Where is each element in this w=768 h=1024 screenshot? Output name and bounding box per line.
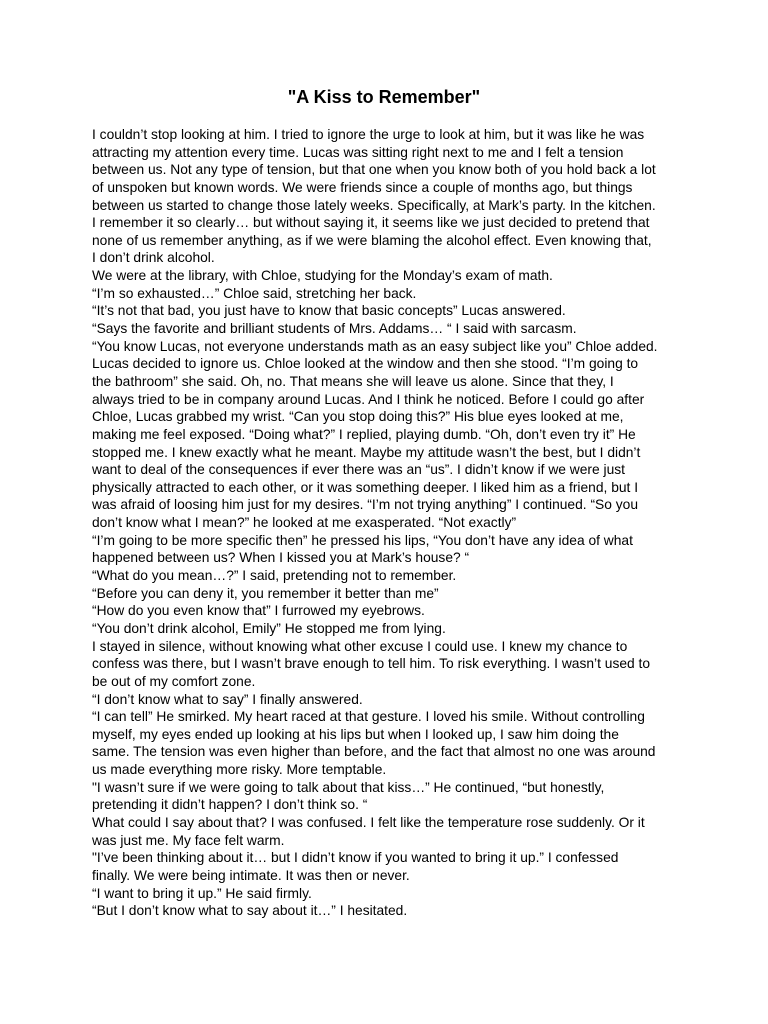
- text-line: “Says the favorite and brilliant students of Mrs. Addams… “ I said with sarcasm.: [92, 321, 577, 337]
- text-line: We were at the library, with Chloe, studying for the Monday’s exam of math.: [92, 268, 553, 284]
- text-line: attracting my attention every time. Lucas was sitting right next to me and I felt a tension: [92, 144, 624, 160]
- text-line: between us started to change those lately weeks. Specifically, at Mark’s party. In the kitchen.: [92, 197, 656, 213]
- text-line: "I’ve been thinking about it… but I didn’t know if you wanted to bring it up.” I confessed: [92, 850, 619, 866]
- text-line: "I wasn’t sure if we were going to talk about that kiss…” He continued, “but honestly,: [92, 779, 605, 795]
- text-line: be out of my comfort zone.: [92, 673, 256, 689]
- text-line: myself, my eyes ended up looking at his lips but when I looked up, I saw him doing the: [92, 726, 619, 742]
- text-line: pretending it didn’t happen? I don’t think so. “: [92, 797, 368, 813]
- text-line: Chloe, Lucas grabbed my wrist. “Can you stop doing this?” His blue eyes looked at me,: [92, 409, 624, 425]
- text-line: I remember it so clearly… but without saying it, it seems like we just decided to pretend that: [92, 215, 650, 231]
- text-line: I couldn’t stop looking at him. I tried to ignore the urge to look at him, but it was like he was: [92, 127, 645, 142]
- text-line: physically attracted to each other, or it was something deeper. I liked him as a friend, but I: [92, 479, 639, 495]
- text-line: “I’m going to be more specific then” he pressed his lips, “You don’t have any idea of what: [92, 532, 633, 548]
- text-line: Lucas decided to ignore us. Chloe looked at the window and then she stood. “I’m going to: [92, 356, 639, 372]
- text-line: I stayed in silence, without knowing what other excuse I could use. I knew my chance to: [92, 638, 628, 654]
- text-line: “I want to bring it up.” He said firmly.: [92, 885, 312, 901]
- text-line: was just me. My face felt warm.: [92, 832, 285, 848]
- text-line: stopped me. I knew exactly what he meant. Maybe my attitude wasn’t the best, but I didn’t: [92, 444, 641, 460]
- text-line: finally. We were being intimate. It was then or never.: [92, 867, 410, 883]
- text-line: “You don’t drink alcohol, Emily” He stopped me from lying.: [92, 620, 446, 636]
- text-line: was afraid of loosing him just for my desires. “I’m not trying anything” I continued. “So you: [92, 497, 638, 513]
- text-line: of unspoken but known words. We were friends since a couple of months ago, but things: [92, 179, 633, 195]
- text-line: “Before you can deny it, you remember it better than me”: [92, 585, 439, 601]
- text-line: I don’t drink alcohol.: [92, 250, 215, 266]
- text-line: always tried to be in company around Lucas. And I think he noticed. Before I could go after: [92, 391, 645, 407]
- text-line: “I’m so exhausted…” Chloe said, stretching her back.: [92, 285, 417, 301]
- text-line: same. The tension was even higher than before, and the fact that almost no one was around: [92, 744, 656, 760]
- text-line: want to deal of the consequences if ever there was an “us”. I didn’t know if we were just: [92, 462, 625, 478]
- text-line: making me feel exposed. “Doing what?” I replied, playing dumb. “Oh, don’t even try it” He: [92, 426, 636, 442]
- text-line: “I can tell” He smirked. My heart raced at that gesture. I loved his smile. Without controlling: [92, 709, 645, 725]
- text-line: “But I don’t know what to say about it…” I hesitated.: [92, 903, 408, 919]
- text-line: “I don’t know what to say” I finally answered.: [92, 691, 363, 707]
- text-line: “You know Lucas, not everyone understands math as an easy subject like you” Chloe added.: [92, 338, 658, 354]
- text-line: “It’s not that bad, you just have to know that basic concepts” Lucas answered.: [92, 303, 566, 319]
- text-line: between us. Not any type of tension, but that one when you know both of you hold back a lot: [92, 162, 656, 178]
- text-line: “How do you even know that” I furrowed my eyebrows.: [92, 603, 425, 619]
- text-line: confess was there, but I wasn’t brave enough to tell him. To risk everything. I wasn’t used to: [92, 656, 651, 672]
- text-line: What could I say about that? I was confused. I felt like the temperature rose suddenly. Or it: [92, 814, 645, 830]
- page-title: "A Kiss to Remember": [287, 87, 481, 107]
- text-line: the bathroom” she said. Oh, no. That means she will leave us alone. Since that they, I: [92, 373, 614, 389]
- story-body: [92, 126, 692, 920]
- text-line: happened between us? When I kissed you at Mark’s house? “: [92, 550, 470, 566]
- text-line: none of us remember anything, as if we were blaming the alcohol effect. Even knowing that,: [92, 232, 652, 248]
- text-line: “What do you mean…?” I said, pretending not to remember.: [92, 568, 457, 584]
- text-line: us made everything more risky. More temptable.: [92, 762, 387, 778]
- text-line: don’t know what I mean?” he looked at me exasperated. “Not exactly”: [92, 515, 517, 531]
